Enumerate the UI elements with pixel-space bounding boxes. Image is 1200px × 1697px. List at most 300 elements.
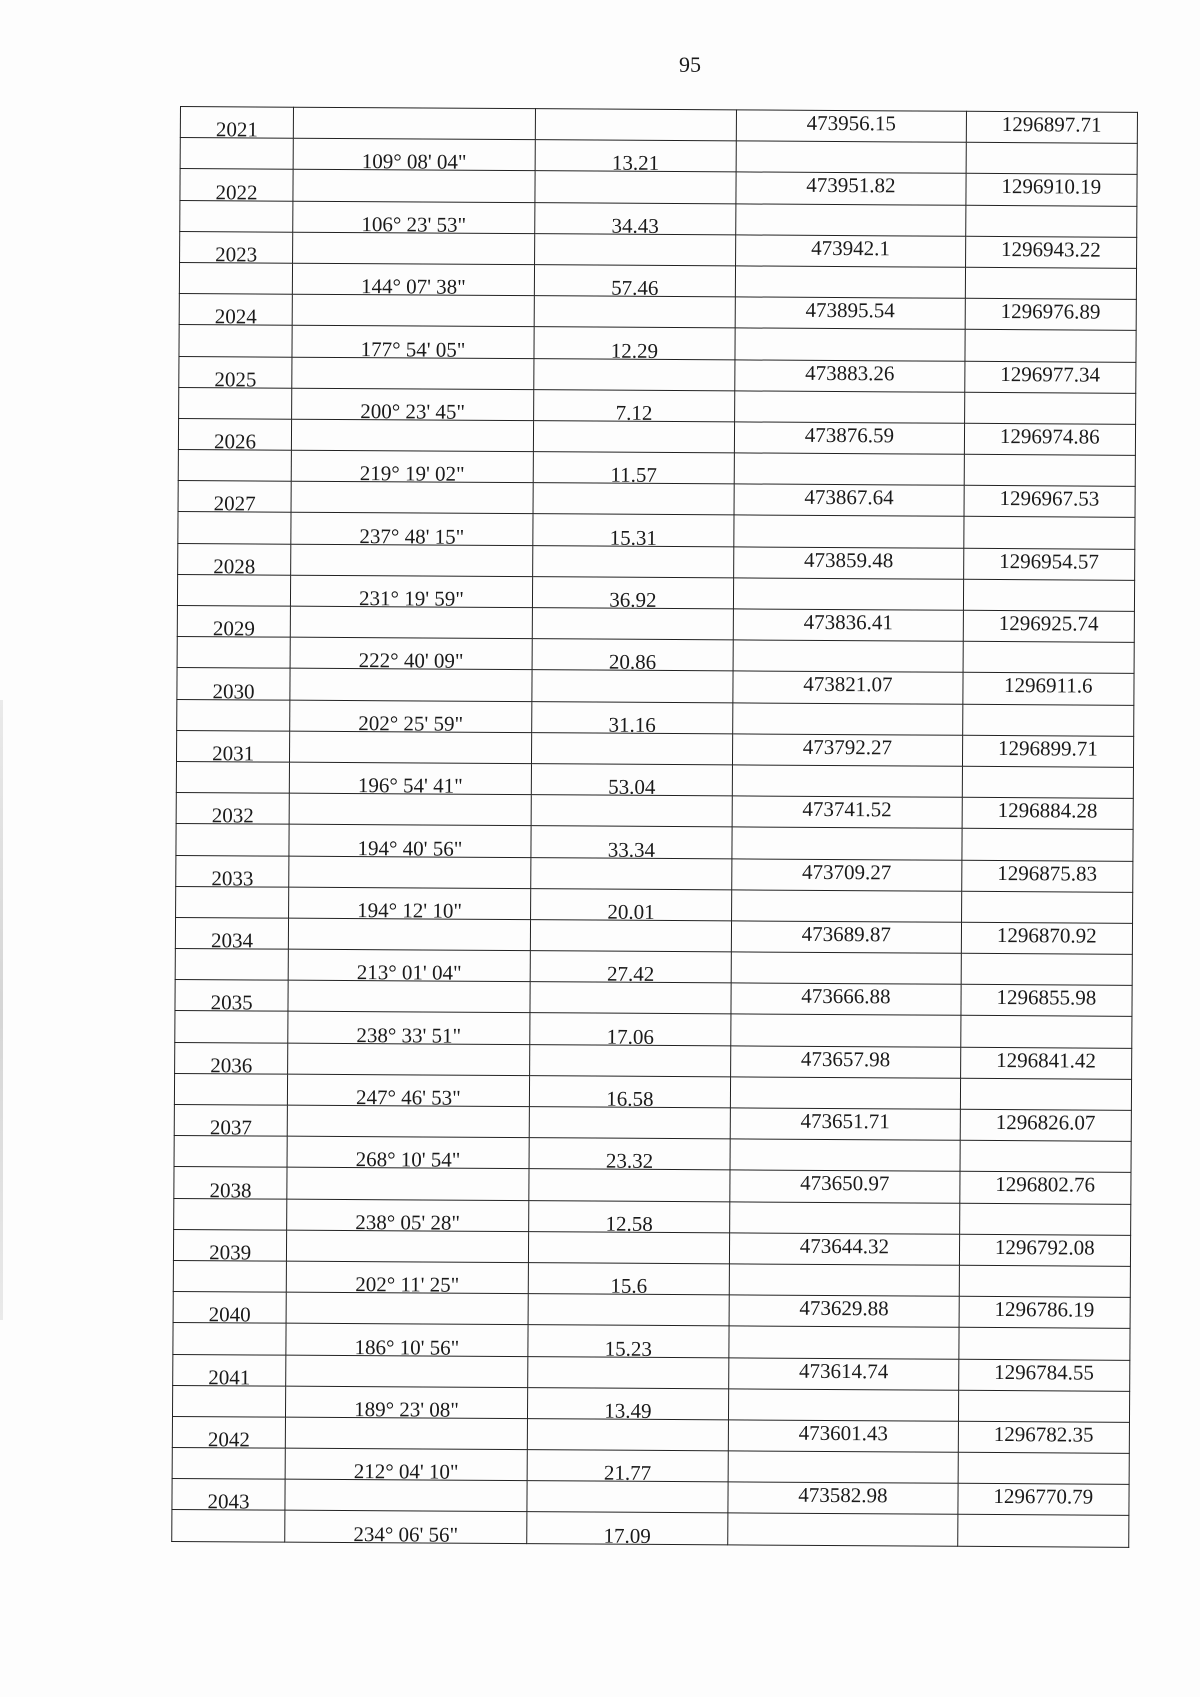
bearing-text: 202° 11' 25"	[355, 1272, 460, 1297]
empty-cell	[286, 1417, 528, 1450]
x-coordinate-text: 473650.97	[800, 1171, 890, 1196]
empty-cell	[178, 512, 291, 544]
empty-cell	[731, 1014, 961, 1047]
empty-cell	[294, 107, 536, 140]
bearing-text: 106° 23' 53"	[361, 211, 467, 237]
bearing-text: 144° 07' 38"	[360, 274, 466, 299]
empty-cell	[177, 574, 290, 606]
empty-cell	[963, 641, 1135, 673]
empty-cell	[179, 262, 292, 294]
y-coordinate-cell	[960, 1047, 1132, 1079]
point-cell	[174, 1167, 287, 1203]
empty-cell	[963, 517, 1135, 549]
bearing-text: 247° 46' 53"	[355, 1085, 461, 1110]
y-coordinate-cell	[958, 1359, 1130, 1391]
empty-cell	[963, 579, 1135, 611]
empty-cell	[735, 391, 965, 424]
x-coordinate-text: 473859.48	[803, 547, 894, 572]
x-coordinate-cell	[731, 983, 961, 1016]
point-text: 2041	[208, 1364, 251, 1390]
empty-cell	[534, 233, 736, 265]
empty-cell	[175, 1011, 288, 1043]
x-coordinate-text: 473951.82	[806, 173, 896, 198]
empty-cell	[730, 1201, 960, 1234]
empty-cell	[734, 515, 964, 548]
distance-text: 11.57	[610, 462, 657, 488]
bearing-text: 189° 23' 08"	[354, 1396, 459, 1422]
y-coordinate-cell	[961, 922, 1133, 954]
bearing-cell	[286, 1261, 528, 1297]
distance-cell	[529, 1138, 731, 1174]
bearing-text: 186° 10' 56"	[354, 1334, 460, 1360]
point-text: 2034	[210, 928, 254, 953]
y-coordinate-cell	[958, 1484, 1130, 1516]
empty-cell	[527, 1356, 729, 1388]
bearing-text: 194° 12' 10"	[357, 897, 463, 923]
distance-cell	[532, 576, 734, 612]
y-coordinate-text: 1296925.74	[998, 611, 1099, 636]
y-coordinate-cell	[963, 548, 1135, 580]
distance-text: 12.29	[610, 338, 659, 363]
empty-cell	[527, 1481, 729, 1513]
empty-cell	[289, 856, 531, 889]
y-coordinate-text: 1296943.22	[1000, 236, 1101, 262]
x-coordinate-cell	[731, 1046, 961, 1079]
y-coordinate-cell	[960, 1109, 1132, 1141]
bearing-text: 213° 01' 04"	[356, 960, 462, 985]
x-coordinate-text: 473601.43	[798, 1420, 888, 1446]
empty-cell	[732, 765, 962, 798]
empty-cell	[531, 795, 733, 827]
empty-cell	[729, 1264, 959, 1297]
empty-cell	[180, 200, 293, 232]
empty-cell	[959, 1265, 1131, 1297]
empty-cell	[290, 606, 532, 639]
empty-cell	[176, 824, 289, 856]
distance-text: 15.6	[610, 1273, 648, 1299]
empty-cell	[732, 890, 962, 923]
bearing-cell	[289, 887, 531, 923]
x-coordinate-text: 473956.15	[806, 110, 896, 136]
distance-cell	[527, 1387, 729, 1423]
y-coordinate-text: 1296884.28	[997, 798, 1098, 823]
distance-cell	[534, 265, 736, 301]
point-text: 2027	[213, 491, 256, 516]
empty-cell	[180, 138, 293, 170]
y-coordinate-cell	[965, 298, 1137, 330]
empty-cell	[533, 421, 735, 453]
empty-cell	[532, 608, 734, 640]
empty-cell	[293, 232, 535, 265]
empty-cell	[535, 171, 737, 203]
empty-cell	[965, 267, 1137, 299]
x-coordinate-cell	[728, 1482, 958, 1515]
distance-text: 17.09	[603, 1523, 651, 1548]
empty-cell	[961, 953, 1133, 985]
empty-cell	[533, 483, 735, 515]
bearing-text: 268° 10' 54"	[355, 1147, 461, 1173]
y-coordinate-text: 1296977.34	[1000, 361, 1101, 387]
distance-cell	[533, 452, 735, 488]
empty-cell	[290, 669, 532, 702]
empty-cell	[959, 1203, 1131, 1235]
empty-cell	[965, 330, 1137, 362]
x-coordinate-cell	[733, 671, 963, 704]
point-cell	[175, 1042, 288, 1078]
point-text: 2032	[211, 803, 254, 828]
empty-cell	[285, 1479, 527, 1512]
empty-cell	[174, 1136, 287, 1168]
distance-text: 7.12	[615, 400, 653, 425]
distance-text: 15.31	[609, 525, 658, 550]
empty-cell	[731, 1077, 961, 1110]
distance-cell	[532, 639, 734, 675]
empty-cell	[732, 827, 962, 860]
distance-cell	[526, 1512, 728, 1548]
y-coordinate-text: 1296784.55	[994, 1359, 1095, 1385]
empty-cell	[729, 1389, 959, 1422]
bearing-cell	[285, 1511, 527, 1547]
bearing-cell	[293, 263, 535, 299]
distance-text: 57.46	[611, 275, 659, 301]
empty-cell	[172, 1510, 285, 1542]
y-coordinate-text: 1296875.83	[997, 860, 1098, 886]
x-coordinate-cell	[734, 484, 964, 517]
point-cell	[176, 855, 289, 891]
point-cell	[176, 730, 289, 766]
distance-cell	[535, 140, 737, 176]
distance-text: 13.21	[611, 151, 660, 176]
table-body	[172, 107, 1138, 1547]
empty-cell	[960, 1140, 1132, 1172]
x-coordinate-cell	[736, 110, 966, 143]
x-coordinate-text: 473582.98	[798, 1483, 888, 1508]
x-coordinate-cell	[733, 734, 963, 767]
empty-cell	[958, 1452, 1130, 1484]
empty-cell	[288, 1043, 530, 1076]
point-cell	[172, 1479, 285, 1514]
empty-cell	[734, 578, 964, 611]
point-cell	[173, 1292, 286, 1327]
y-coordinate-cell	[959, 1172, 1131, 1204]
y-coordinate-text: 1296967.53	[999, 486, 1100, 511]
empty-cell	[292, 294, 534, 327]
x-coordinate-text: 473644.32	[799, 1233, 890, 1259]
bearing-cell	[290, 762, 532, 798]
distance-text: 23.32	[605, 1148, 654, 1174]
empty-cell	[731, 952, 961, 985]
empty-cell	[286, 1292, 528, 1325]
y-coordinate-cell	[961, 985, 1133, 1017]
point-text: 2023	[215, 242, 258, 267]
y-coordinate-cell	[961, 860, 1133, 892]
distance-cell	[530, 951, 732, 987]
distance-cell	[531, 826, 733, 862]
point-cell	[172, 1416, 285, 1452]
x-coordinate-cell	[730, 1170, 960, 1203]
y-coordinate-text: 1296911.6	[1003, 673, 1093, 698]
y-coordinate-cell	[962, 797, 1134, 829]
empty-cell	[729, 1326, 959, 1359]
bearing-text: 238° 33' 51"	[356, 1022, 462, 1048]
empty-cell	[287, 1105, 529, 1138]
point-text: 2026	[213, 429, 257, 454]
empty-cell	[287, 1168, 529, 1201]
x-coordinate-text: 473836.41	[803, 609, 893, 635]
y-coordinate-cell	[966, 174, 1138, 206]
empty-cell	[964, 454, 1136, 486]
x-coordinate-text: 473867.64	[804, 485, 894, 510]
bearing-cell	[288, 1012, 530, 1048]
bearing-text: 238° 05' 28"	[355, 1209, 461, 1235]
bearing-text: 177° 54' 05"	[360, 336, 466, 362]
x-coordinate-text: 473883.26	[805, 360, 895, 385]
x-coordinate-cell	[733, 609, 963, 642]
distance-text: 16.58	[606, 1086, 654, 1111]
distance-text: 12.58	[605, 1211, 653, 1236]
y-coordinate-cell	[965, 236, 1137, 268]
distance-cell	[533, 389, 735, 425]
empty-cell	[176, 761, 289, 793]
empty-cell	[530, 920, 732, 952]
point-text: 2040	[208, 1302, 251, 1327]
point-cell	[179, 294, 292, 329]
bearing-text: 234° 06' 56"	[353, 1521, 459, 1547]
bearing-text: 231° 19' 59"	[359, 586, 464, 611]
point-text: 2037	[209, 1115, 252, 1140]
point-cell	[173, 1229, 286, 1265]
y-coordinate-text: 1296782.35	[993, 1421, 1094, 1447]
point-text: 2035	[210, 990, 253, 1015]
y-coordinate-cell	[964, 361, 1136, 393]
point-text: 2022	[215, 179, 258, 205]
distance-cell	[529, 1075, 731, 1111]
y-coordinate-cell	[964, 486, 1136, 518]
x-coordinate-text: 473709.27	[802, 859, 892, 884]
empty-cell	[179, 325, 292, 357]
bearing-text: 222° 40' 09"	[358, 648, 464, 674]
point-text: 2043	[207, 1489, 250, 1514]
empty-cell	[292, 357, 534, 390]
y-coordinate-text: 1296855.98	[996, 985, 1097, 1010]
empty-cell	[960, 1016, 1132, 1048]
distance-cell	[528, 1200, 730, 1236]
y-coordinate-text: 1296910.19	[1001, 174, 1102, 200]
empty-cell	[958, 1390, 1130, 1422]
x-coordinate-text: 473651.71	[800, 1108, 890, 1134]
y-coordinate-text: 1296802.76	[995, 1172, 1096, 1197]
distance-cell	[533, 514, 735, 550]
point-text: 2042	[207, 1427, 251, 1452]
empty-cell	[962, 829, 1134, 861]
empty-cell	[177, 637, 290, 669]
empty-cell	[174, 1198, 287, 1230]
empty-cell	[527, 1419, 729, 1451]
empty-cell	[288, 980, 530, 1013]
point-cell	[173, 1354, 286, 1390]
bearing-text: 194° 40' 56"	[357, 835, 463, 861]
point-cell	[174, 1104, 287, 1140]
empty-cell	[290, 731, 532, 764]
empty-cell	[735, 266, 965, 299]
y-coordinate-text: 1296974.86	[999, 423, 1100, 449]
point-text: 2038	[209, 1177, 252, 1203]
bearing-cell	[286, 1323, 528, 1360]
x-coordinate-text: 473792.27	[802, 734, 893, 760]
x-coordinate-cell	[728, 1420, 958, 1453]
empty-cell	[730, 1139, 960, 1172]
leg-row	[172, 1510, 1129, 1547]
y-coordinate-cell	[958, 1421, 1130, 1453]
bearing-cell	[288, 949, 530, 985]
empty-cell	[532, 670, 734, 702]
empty-cell	[965, 205, 1137, 237]
y-coordinate-text: 1296976.89	[1000, 299, 1101, 324]
y-coordinate-text: 1296870.92	[996, 922, 1097, 948]
point-text: 2031	[212, 741, 255, 766]
y-coordinate-cell	[964, 423, 1136, 455]
empty-cell	[531, 732, 733, 764]
y-coordinate-cell	[963, 610, 1135, 642]
page-number: 95	[679, 52, 701, 77]
point-text: 2036	[210, 1053, 253, 1078]
empty-cell	[962, 704, 1134, 736]
empty-cell	[728, 1451, 958, 1484]
y-coordinate-text: 1296899.71	[997, 735, 1098, 761]
empty-cell	[736, 141, 966, 174]
point-text: 2025	[214, 366, 257, 392]
distance-cell	[528, 1325, 730, 1361]
empty-cell	[173, 1323, 286, 1355]
x-coordinate-cell	[732, 858, 962, 891]
x-coordinate-cell	[730, 1233, 960, 1266]
y-coordinate-text: 1296954.57	[999, 548, 1099, 574]
point-cell	[180, 169, 293, 205]
distance-text: 31.16	[608, 712, 656, 737]
empty-cell	[735, 328, 965, 361]
y-coordinate-text: 1296826.07	[995, 1110, 1096, 1135]
empty-cell	[172, 1448, 285, 1480]
distance-text: 15.23	[604, 1336, 653, 1361]
empty-cell	[291, 544, 533, 577]
bearing-cell	[291, 575, 533, 611]
point-cell	[177, 668, 290, 704]
x-coordinate-cell	[729, 1295, 959, 1328]
x-coordinate-text: 473629.88	[799, 1295, 889, 1321]
empty-cell	[530, 857, 732, 889]
distance-text: 27.42	[606, 961, 655, 987]
point-cell	[176, 793, 289, 828]
x-coordinate-text: 473614.74	[798, 1358, 889, 1383]
point-cell	[175, 917, 288, 953]
bearing-text: 109° 08' 04"	[361, 149, 467, 175]
x-coordinate-text: 473876.59	[804, 422, 895, 448]
empty-cell	[534, 296, 736, 328]
empty-cell	[529, 1107, 731, 1139]
x-coordinate-cell	[736, 235, 966, 268]
distance-text: 36.92	[609, 587, 657, 612]
distance-cell	[530, 1013, 732, 1049]
empty-cell	[736, 203, 966, 236]
distance-cell	[531, 701, 733, 737]
empty-cell	[174, 1073, 287, 1105]
empty-cell	[529, 1044, 731, 1076]
empty-cell	[289, 918, 531, 951]
empty-cell	[532, 545, 734, 577]
y-coordinate-cell	[966, 111, 1138, 143]
x-coordinate-cell	[732, 796, 962, 829]
distance-text: 34.43	[611, 213, 659, 238]
x-coordinate-text: 473895.54	[805, 297, 895, 323]
x-coordinate-text: 473666.88	[801, 984, 891, 1009]
bearing-cell	[290, 700, 532, 736]
point-text: 2028	[213, 554, 256, 579]
point-cell	[178, 481, 291, 516]
distance-cell	[531, 764, 733, 800]
bearing-cell	[292, 388, 534, 424]
bearing-cell	[293, 201, 535, 237]
empty-cell	[178, 450, 291, 482]
x-coordinate-text: 473657.98	[800, 1046, 891, 1071]
distance-text: 20.01	[607, 899, 655, 924]
empty-cell	[172, 1385, 285, 1417]
bearing-text: 202° 25' 59"	[358, 710, 464, 736]
point-cell	[177, 605, 290, 641]
empty-cell	[289, 793, 531, 826]
survey-coordinates-table	[171, 106, 1138, 1547]
y-coordinate-text: 1296792.08	[994, 1234, 1095, 1260]
bearing-cell	[289, 824, 531, 861]
bearing-text: 196° 54' 41"	[357, 773, 463, 798]
bearing-cell	[286, 1386, 528, 1422]
y-coordinate-cell	[959, 1296, 1131, 1328]
empty-cell	[176, 886, 289, 918]
x-coordinate-cell	[734, 547, 964, 580]
point-text: 2029	[212, 616, 255, 641]
point-text: 2024	[214, 304, 257, 329]
bearing-cell	[290, 637, 532, 674]
bearing-cell	[288, 1074, 530, 1110]
empty-cell	[961, 891, 1133, 923]
bearing-cell	[291, 513, 533, 549]
bearing-cell	[292, 326, 534, 362]
point-text: 2039	[209, 1240, 252, 1265]
distance-cell	[534, 202, 736, 238]
empty-cell	[291, 481, 533, 514]
bearing-cell	[293, 138, 535, 175]
point-cell	[180, 107, 293, 142]
bearing-cell	[287, 1199, 529, 1235]
empty-cell	[957, 1515, 1129, 1547]
point-text: 2030	[212, 678, 255, 704]
empty-cell	[175, 949, 288, 981]
x-coordinate-text: 473942.1	[811, 235, 890, 261]
distance-cell	[527, 1450, 729, 1486]
distance-cell	[534, 327, 736, 363]
empty-cell	[287, 1230, 529, 1263]
empty-cell	[528, 1231, 730, 1263]
y-coordinate-cell	[962, 673, 1134, 705]
empty-cell	[535, 109, 737, 141]
empty-cell	[728, 1513, 958, 1546]
empty-cell	[964, 392, 1136, 424]
empty-cell	[293, 170, 535, 203]
x-coordinate-cell	[735, 359, 965, 392]
distance-text: 13.49	[604, 1398, 652, 1423]
bearing-cell	[285, 1448, 527, 1484]
empty-cell	[733, 640, 963, 673]
point-cell	[175, 980, 288, 1015]
